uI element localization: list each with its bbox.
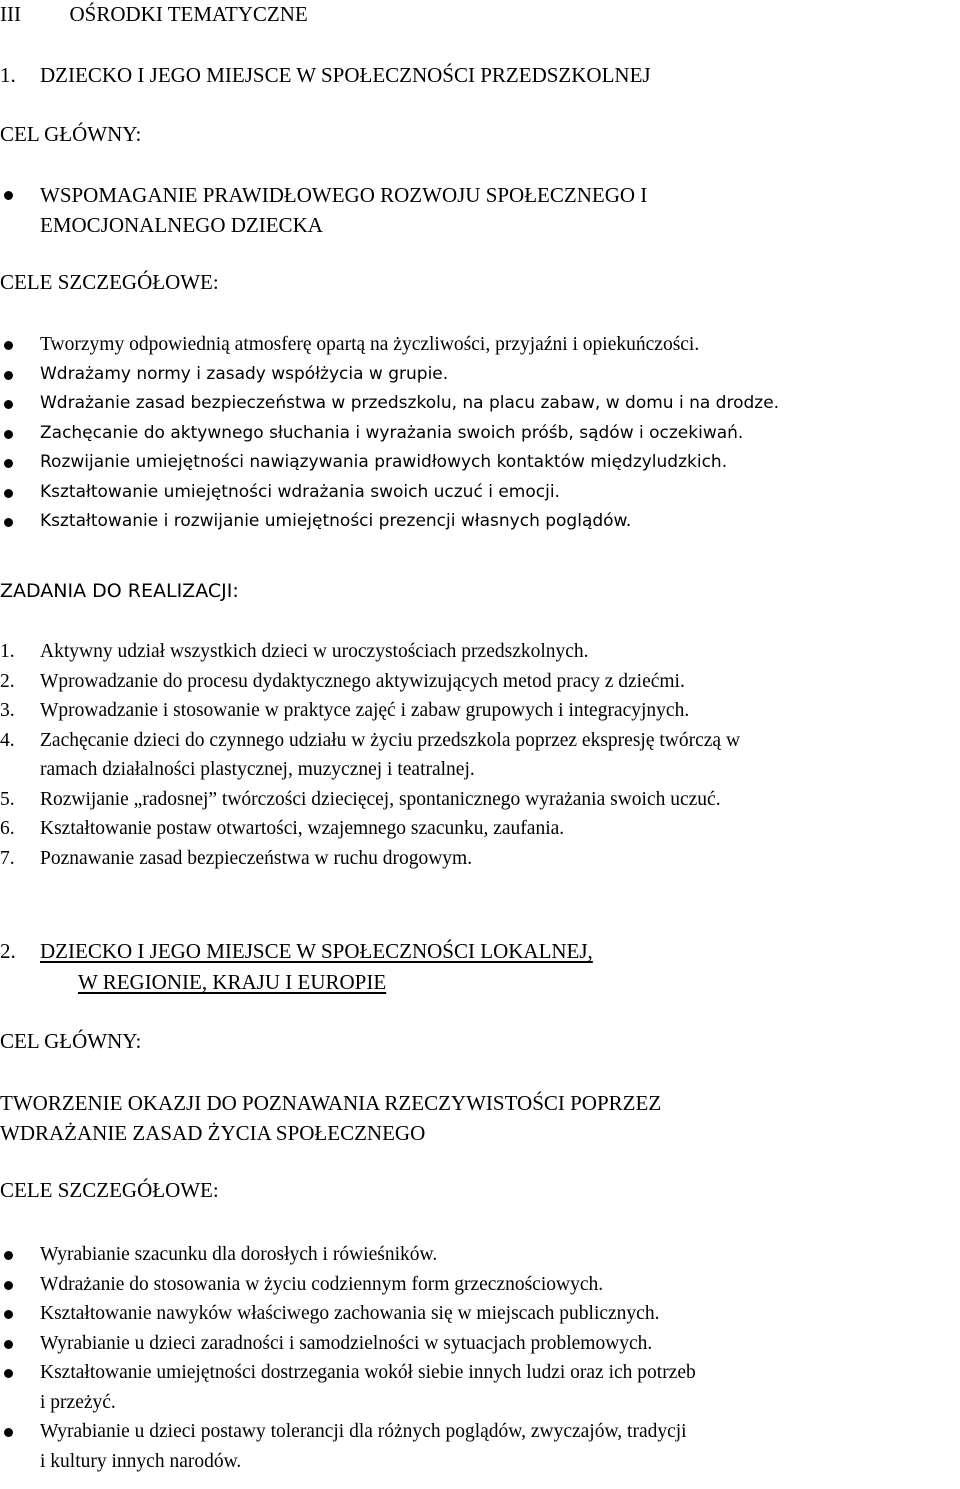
- detailed-goal-item: Rozwijanie umiejętności nawiązywania prawidłowych kontaktów międzyludzkich.: [0, 448, 779, 478]
- task-item: 3. Wprowadzanie i stosowanie w praktyce zajęć i zabaw grupowych i integracyjnych.: [0, 700, 690, 721]
- task-item: 2. Wprowadzanie do procesu dydaktycznego aktywizujących metod pracy z dziećmi.: [0, 670, 685, 692]
- section-2-heading: [0, 936, 593, 998]
- detailed-goal-item: Wyrabianie szacunku dla dorosłych i rówieśników.: [0, 1240, 696, 1270]
- detailed-goal-item: Kształtowanie umiejętności dostrzegania wokół siebie innych ludzi oraz ich potrzeb i przeżyć.: [0, 1358, 696, 1417]
- section-2-detailed-goals-label: CELE SZCZEGÓŁOWE:: [0, 1178, 219, 1202]
- detailed-goal-item: Wdrażamy normy i zasady współżycia w grupie.: [0, 360, 779, 390]
- detailed-goal-item: Wyrabianie u dzieci zaradności i samodzielności w sytuacjach problemowych.: [0, 1329, 696, 1359]
- section-1-main-goal: [0, 180, 647, 240]
- task-item: 4. Zachęcanie dzieci do czynnego udziału w życiu przedszkola poprzez ekspresję twórczą w ramach działalności plastycznej, muzycznej i teatralnej.: [0, 729, 741, 780]
- task-item: 6. Kształtowanie postaw otwartości, wzajemnego szacunku, zaufania.: [0, 818, 565, 839]
- detailed-goal-item: Wyrabianie u dzieci postawy tolerancji dla różnych poglądów, zwyczajów, tradycji i kultury innych narodów.: [0, 1417, 696, 1476]
- detailed-goal-item: Kształtowanie nawyków właściwego zachowania się w miejscach publicznych.: [0, 1299, 696, 1329]
- task-item: 1. Aktywny udział wszystkich dzieci w uroczystościach przedszkolnych.: [0, 641, 589, 662]
- section-2-title-line-1: DZIECKO I JEGO MIEJSCE W SPOŁECZNOŚCI LOKALNEJ,: [40, 939, 593, 963]
- section-1-tasks: [0, 637, 740, 873]
- task-item: 5. Rozwijanie „radosnej” twórczości dziecięcej, spontanicznego wyrażania swoich uczuć.: [0, 788, 721, 810]
- section-2-title-line-2: W REGIONIE, KRAJU I EUROPIE: [78, 970, 387, 994]
- section-1-detailed-goals: [0, 330, 779, 537]
- detailed-goal-item: Kształtowanie i rozwijanie umiejętności prezencji własnych poglądów.: [0, 507, 779, 537]
- section-2-number: 2.: [0, 939, 16, 963]
- section-1-title: DZIECKO I JEGO MIEJSCE W SPOŁECZNOŚCI PRZEDSZKOLNEJ: [40, 63, 651, 87]
- detailed-goal-item: Zachęcanie do aktywnego słuchania i wyrażania swoich próśb, sądów i oczekiwań.: [0, 419, 779, 449]
- section-1-number: 1.: [0, 63, 16, 87]
- chapter-title: OŚRODKI TEMATYCZNE: [69, 2, 308, 26]
- section-2-main-goal-label: CEL GŁÓWNY:: [0, 1029, 142, 1053]
- chapter-number: III: [0, 2, 21, 26]
- section-1-heading: [0, 63, 651, 88]
- section-2-main-goal-line-2: WDRAŻANIE ZASAD ŻYCIA SPOŁECZNEGO: [0, 1121, 426, 1145]
- section-1-detailed-goals-label: CELE SZCZEGÓŁOWE:: [0, 270, 219, 294]
- section-1-tasks-label: ZADANIA DO REALIZACJI:: [0, 580, 239, 602]
- task-item: 7. Poznawanie zasad bezpieczeństwa w ruchu drogowym.: [0, 847, 473, 869]
- detailed-goal-item: Kształtowanie umiejętności wdrażania swoich uczuć i emocji.: [0, 478, 779, 508]
- detailed-goal-item: Tworzymy odpowiednią atmosferę opartą na życzliwości, przyjaźni i opiekuńczości.: [0, 330, 779, 360]
- detailed-goal-item: Wdrażanie zasad bezpieczeństwa w przedszkolu, na placu zabaw, w domu i na drodze.: [0, 389, 779, 419]
- detailed-goal-item: Wdrażanie do stosowania w życiu codziennym form grzecznościowych.: [0, 1270, 696, 1300]
- section-2-detailed-goals: [0, 1240, 696, 1476]
- section-2-main-goal-line-1: TWORZENIE OKAZJI DO POZNAWANIA RZECZYWISTOŚCI POPRZEZ: [0, 1091, 662, 1115]
- section-2-main-goal: [0, 1088, 661, 1148]
- section-1-main-goal-label: CEL GŁÓWNY:: [0, 122, 142, 146]
- chapter-heading: [0, 2, 308, 27]
- main-goal-item: WSPOMAGANIE PRAWIDŁOWEGO ROZWOJU SPOŁECZNEGO I EMOCJONALNEGO DZIECKA: [0, 180, 647, 240]
